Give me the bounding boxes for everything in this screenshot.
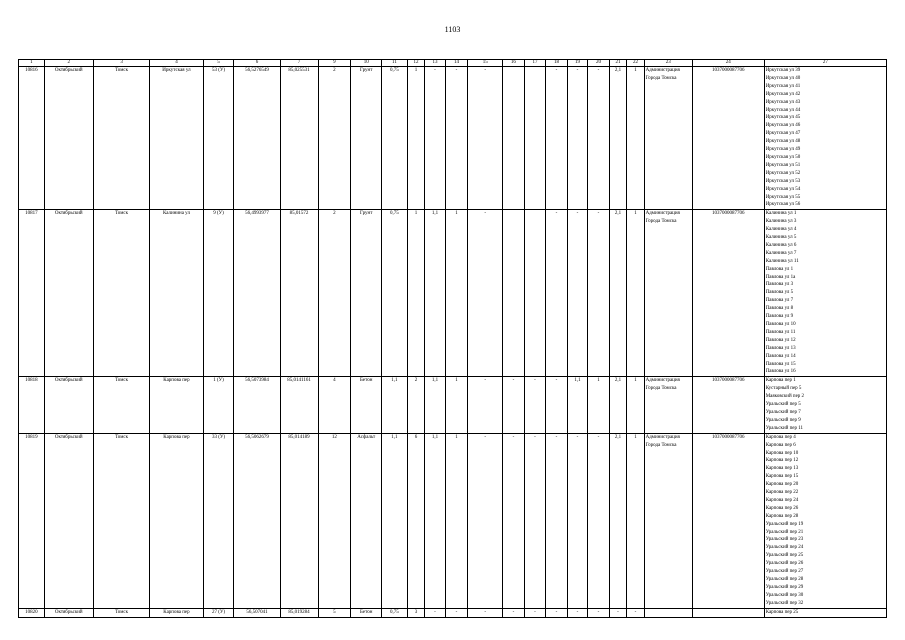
cell-col-11: 1,1 bbox=[382, 377, 408, 433]
cell-col-19: - bbox=[567, 433, 588, 608]
cell-col-20: - bbox=[588, 433, 610, 608]
cell-col-16: - bbox=[503, 608, 525, 617]
cell-col-15: - bbox=[468, 67, 503, 210]
cell-col-11: 0,75 bbox=[382, 608, 408, 617]
cell-col-21: 2,1 bbox=[609, 210, 626, 377]
address-item: Иркутская ул 56 bbox=[765, 202, 801, 208]
address-item: Иркутская ул 54 bbox=[765, 186, 801, 192]
cell-ogrn: 1037000087706 bbox=[692, 67, 764, 210]
address-item: Уральский пер 29 bbox=[765, 584, 804, 590]
cell-col-16: - bbox=[503, 433, 525, 608]
cell-served-addresses bbox=[764, 433, 886, 608]
address-item: Уральский пер 9 bbox=[765, 417, 801, 423]
cell-col-21: - bbox=[609, 608, 626, 617]
address-item: Карпова пер 4 bbox=[765, 434, 796, 440]
address-item: Иркутская ул 46 bbox=[765, 123, 801, 129]
cell-col-20: - bbox=[588, 67, 610, 210]
cell-col-22: 1 bbox=[627, 67, 644, 210]
cell-col-13: 1,1 bbox=[425, 377, 446, 433]
table-body bbox=[19, 60, 887, 618]
address-item: Калинина ул 7 bbox=[765, 250, 797, 256]
column-header: 13 bbox=[425, 60, 446, 67]
address-item: Уральский пер 30 bbox=[765, 592, 804, 598]
address-item: Павлова ул 1 bbox=[765, 266, 794, 272]
address-item: Карпова пер 1 bbox=[765, 378, 796, 384]
cell-served-addresses bbox=[764, 210, 886, 377]
cell-col-11: 0,75 bbox=[382, 210, 408, 377]
column-header: 14 bbox=[445, 60, 468, 67]
address-item: Иркутская ул 50 bbox=[765, 154, 801, 160]
cell-house-number: 53 (У) bbox=[203, 67, 234, 210]
address-item: Карпова пер 28 bbox=[765, 513, 799, 519]
column-header: 12 bbox=[407, 60, 424, 67]
address-item: Павлова ул 12 bbox=[765, 337, 796, 343]
cell-city: Томск bbox=[93, 377, 149, 433]
column-header: 10 bbox=[351, 60, 382, 67]
cell-latitude: 56,4993977 bbox=[234, 210, 280, 377]
address-item: Иркутская ул 51 bbox=[765, 162, 801, 168]
address-item: Иркутская ул 52 bbox=[765, 170, 801, 176]
cell-col-21: 2,1 bbox=[609, 433, 626, 608]
cell-street: Карпова пер bbox=[150, 377, 203, 433]
address-item: Уральский пер 21 bbox=[765, 529, 804, 535]
column-header: 2 bbox=[44, 60, 93, 67]
cell-col-11: 0,75 bbox=[382, 67, 408, 210]
address-item: Калинина ул 5 bbox=[765, 235, 797, 241]
cell-house-number: 9 (У) bbox=[203, 210, 234, 377]
address-item: Карпова пер 10 bbox=[765, 450, 799, 456]
cell-col-15: - bbox=[468, 433, 503, 608]
cell-col-22: - bbox=[627, 608, 644, 617]
address-item: Карпова пер 12 bbox=[765, 458, 799, 464]
column-header: 3 bbox=[93, 60, 149, 67]
address-item: Уральский пер 26 bbox=[765, 561, 804, 567]
address-item: Иркутская ул 42 bbox=[765, 91, 801, 97]
address-item: Калинина ул 1 bbox=[765, 211, 797, 217]
address-item: Карпова пер 13 bbox=[765, 466, 799, 472]
cell-col-15: - bbox=[468, 608, 503, 617]
address-item: Уральский пер 19 bbox=[765, 521, 804, 527]
column-header: 16 bbox=[503, 60, 525, 67]
cell-col-18: - bbox=[546, 377, 568, 433]
cell-col-18: - bbox=[546, 210, 568, 377]
cell-col-19: - bbox=[567, 210, 588, 377]
cell-house-number: 33 (У) bbox=[203, 433, 234, 608]
address-item: Калинина ул 3 bbox=[765, 219, 797, 225]
address-item: Иркутская ул 43 bbox=[765, 99, 801, 105]
cell-col-14: - bbox=[445, 608, 468, 617]
cell-city: Томск bbox=[93, 210, 149, 377]
cell-street: Карпова пер bbox=[150, 608, 203, 617]
cell-col-18: - bbox=[546, 608, 568, 617]
address-item: Уральский пер 7 bbox=[765, 409, 801, 415]
cell-col-15: - bbox=[468, 377, 503, 433]
column-header: 5 bbox=[203, 60, 234, 67]
cell-col-22: 1 bbox=[627, 377, 644, 433]
cell-longitude: 85,025531 bbox=[280, 67, 318, 210]
column-header: 15 bbox=[468, 60, 503, 67]
cell-col-14: 1 bbox=[445, 377, 468, 433]
table-row bbox=[19, 433, 887, 608]
cell-latitude: 56,5276549 bbox=[234, 67, 280, 210]
column-header: 7 bbox=[280, 60, 318, 67]
address-item: Павлова ул 15 bbox=[765, 361, 796, 367]
cell-col-19: - bbox=[567, 67, 588, 210]
cell-col-20: 1 bbox=[588, 377, 610, 433]
cell-col-22: 1 bbox=[627, 210, 644, 377]
cell-house-number: 27 (У) bbox=[203, 608, 234, 617]
column-header: 17 bbox=[524, 60, 546, 67]
address-item: Кустарный пер 5 bbox=[765, 386, 802, 392]
address-item: Карпова пер 15 bbox=[765, 474, 799, 480]
cell-latitude: 56,5062679 bbox=[234, 433, 280, 608]
column-header: 9 bbox=[318, 60, 351, 67]
cell-col-12: 1 bbox=[407, 210, 424, 377]
address-item: Уральский пер 25 bbox=[765, 553, 804, 559]
column-header: 20 bbox=[588, 60, 610, 67]
cell-col-14: 1 bbox=[445, 210, 468, 377]
address-item: Карпова пер 6 bbox=[765, 442, 796, 448]
cell-longitude: 85,019284 bbox=[280, 608, 318, 617]
address-item: Иркутская ул 48 bbox=[765, 139, 801, 145]
cell-col-9: 5 bbox=[318, 608, 351, 617]
cell-city: Томск bbox=[93, 67, 149, 210]
address-item: Павлова ул 11 bbox=[765, 329, 796, 335]
table-row bbox=[19, 377, 887, 433]
cell-organization bbox=[644, 608, 692, 617]
cell-street: Калинина ул bbox=[150, 210, 203, 377]
address-item: Карпова пер 24 bbox=[765, 497, 799, 503]
cell-col-12: 1 bbox=[407, 67, 424, 210]
address-item: Иркутская ул 49 bbox=[765, 147, 801, 153]
address-item: Калинина ул 4 bbox=[765, 227, 797, 233]
cell-street: Карпова пер bbox=[150, 433, 203, 608]
cell-surface-type: Бетон bbox=[351, 608, 382, 617]
address-item: Павлова ул 14 bbox=[765, 353, 796, 359]
register-table bbox=[18, 59, 887, 618]
cell-col-9: 2 bbox=[318, 210, 351, 377]
cell-district: Октябрьский bbox=[44, 377, 93, 433]
table-row bbox=[19, 210, 887, 377]
cell-col-18: - bbox=[546, 433, 568, 608]
address-item: Уральский пер 28 bbox=[765, 577, 804, 582]
cell-col-13: 1,1 bbox=[425, 433, 446, 608]
address-item: Павлова ул 9 bbox=[765, 314, 794, 320]
address-item: Карпова пер 26 bbox=[765, 505, 799, 511]
column-header: 19 bbox=[567, 60, 588, 67]
cell-col-16: - bbox=[503, 377, 525, 433]
cell-city: Томск bbox=[93, 608, 149, 617]
cell-ogrn: 1037000087706 bbox=[692, 210, 764, 377]
cell-longitude: 85,01572 bbox=[280, 210, 318, 377]
cell-col-15: - bbox=[468, 210, 503, 377]
cell-organization: Администрация Города Томска bbox=[644, 67, 692, 210]
cell-row-id: 10819 bbox=[19, 433, 45, 608]
cell-col-16 bbox=[503, 210, 525, 377]
cell-col-12: 6 bbox=[407, 433, 424, 608]
column-header: 11 bbox=[382, 60, 408, 67]
column-header: 4 bbox=[150, 60, 203, 67]
cell-col-20: - bbox=[588, 210, 610, 377]
cell-row-id: 10820 bbox=[19, 608, 45, 617]
cell-col-14: 1 bbox=[445, 433, 468, 608]
cell-served-addresses bbox=[764, 377, 886, 433]
cell-col-12: 2 bbox=[407, 377, 424, 433]
cell-col-13: - bbox=[425, 67, 446, 210]
cell-district: Октябрьский bbox=[44, 608, 93, 617]
cell-district: Октябрьский bbox=[44, 67, 93, 210]
address-item: Павлова ул 7 bbox=[765, 298, 794, 304]
cell-served-addresses bbox=[764, 608, 886, 617]
cell-col-9: 4 bbox=[318, 377, 351, 433]
address-item: Павлова ул 13 bbox=[765, 345, 796, 351]
address-item: Иркутская ул 47 bbox=[765, 131, 801, 137]
address-item: Иркутская ул 41 bbox=[765, 83, 801, 89]
cell-col-9: 12 bbox=[318, 433, 351, 608]
cell-surface-type: Грунт bbox=[351, 210, 382, 377]
cell-organization: Администрация Города Томска bbox=[644, 210, 692, 377]
address-item: Павлова ул 3 bbox=[765, 282, 794, 288]
address-item: Павлова ул 1а bbox=[765, 274, 796, 280]
cell-col-19: 1,1 bbox=[567, 377, 588, 433]
cell-row-id: 10817 bbox=[19, 210, 45, 377]
cell-district: Октябрьский bbox=[44, 210, 93, 377]
address-item: Иркутская ул 55 bbox=[765, 194, 801, 200]
table-row bbox=[19, 608, 887, 617]
cell-col-11: 1,1 bbox=[382, 433, 408, 608]
table-row bbox=[19, 67, 887, 210]
cell-col-12: 3 bbox=[407, 608, 424, 617]
cell-latitude: 56,5073984 bbox=[234, 377, 280, 433]
cell-col-21: 2,1 bbox=[609, 67, 626, 210]
cell-organization: Администрация Города Томска bbox=[644, 377, 692, 433]
cell-longitude: 85,0141161 bbox=[280, 377, 318, 433]
address-item: Калинина ул 11 bbox=[765, 258, 799, 264]
cell-row-id: 10816 bbox=[19, 67, 45, 210]
cell-city: Томск bbox=[93, 433, 149, 608]
address-item: Уральский пер 11 bbox=[765, 425, 804, 431]
cell-col-14: - bbox=[445, 67, 468, 210]
column-header: 18 bbox=[546, 60, 568, 67]
cell-col-17: - bbox=[524, 608, 546, 617]
cell-col-18: - bbox=[546, 67, 568, 210]
column-header: 23 bbox=[644, 60, 692, 67]
column-header: 22 bbox=[627, 60, 644, 67]
address-item: Иркутская ул 39 bbox=[765, 68, 801, 73]
address-item: Уральский пер 27 bbox=[765, 569, 804, 575]
column-header: 24 bbox=[692, 60, 764, 67]
cell-col-20: - bbox=[588, 608, 610, 617]
cell-ogrn bbox=[692, 608, 764, 617]
cell-col-17: - bbox=[524, 377, 546, 433]
cell-col-19: - bbox=[567, 608, 588, 617]
cell-street: Иркутская ул bbox=[150, 67, 203, 210]
cell-col-17: - bbox=[524, 433, 546, 608]
address-item: Павлова ул 5 bbox=[765, 290, 794, 296]
cell-row-id: 10818 bbox=[19, 377, 45, 433]
cell-col-13: - bbox=[425, 608, 446, 617]
address-item: Уральский пер 32 bbox=[765, 600, 804, 606]
address-item: Карпова пер 25 bbox=[765, 609, 799, 615]
cell-ogrn: 1037000087706 bbox=[692, 377, 764, 433]
cell-ogrn: 1037000087706 bbox=[692, 433, 764, 608]
address-item: Карпова пер 22 bbox=[765, 490, 799, 496]
column-header: 1 bbox=[19, 60, 45, 67]
cell-latitude: 56,507041 bbox=[234, 608, 280, 617]
column-header: 21 bbox=[609, 60, 626, 67]
cell-surface-type: Грунт bbox=[351, 67, 382, 210]
cell-surface-type: Бетон bbox=[351, 377, 382, 433]
address-item: Иркутская ул 44 bbox=[765, 107, 801, 113]
address-item: Карпова пер 20 bbox=[765, 482, 799, 488]
header-row bbox=[19, 60, 887, 67]
address-item: Павлова ул 10 bbox=[765, 322, 796, 327]
column-header: 6 bbox=[234, 60, 280, 67]
address-item: Уральский пер 5 bbox=[765, 402, 801, 408]
page-number: 1103 bbox=[444, 25, 461, 34]
cell-col-21: 2,1 bbox=[609, 377, 626, 433]
address-item: Павлова ул 16 bbox=[765, 369, 796, 375]
address-item: Иркутская ул 40 bbox=[765, 75, 801, 81]
cell-surface-type: Асфальт bbox=[351, 433, 382, 608]
cell-organization: Администрация Города Томска bbox=[644, 433, 692, 608]
address-item: Иркутская ул 53 bbox=[765, 178, 801, 184]
address-item: Калинина ул 6 bbox=[765, 242, 797, 248]
cell-col-13: 1,1 bbox=[425, 210, 446, 377]
cell-col-17 bbox=[524, 210, 546, 377]
cell-district: Октябрьский bbox=[44, 433, 93, 608]
address-item: Павлова ул 8 bbox=[765, 306, 794, 312]
address-item: Уральский пер 23 bbox=[765, 537, 804, 543]
cell-col-16 bbox=[503, 67, 525, 210]
cell-col-22: 1 bbox=[627, 433, 644, 608]
cell-longitude: 85,014189 bbox=[280, 433, 318, 608]
address-item: Маяковский пер 2 bbox=[765, 394, 805, 400]
column-header: 27 bbox=[764, 60, 886, 67]
address-item: Уральский пер 24 bbox=[765, 545, 804, 551]
cell-col-9: 2 bbox=[318, 67, 351, 210]
cell-served-addresses bbox=[764, 67, 886, 210]
cell-house-number: 1 (У) bbox=[203, 377, 234, 433]
cell-col-17 bbox=[524, 67, 546, 210]
address-item: Иркутская ул 45 bbox=[765, 115, 801, 121]
